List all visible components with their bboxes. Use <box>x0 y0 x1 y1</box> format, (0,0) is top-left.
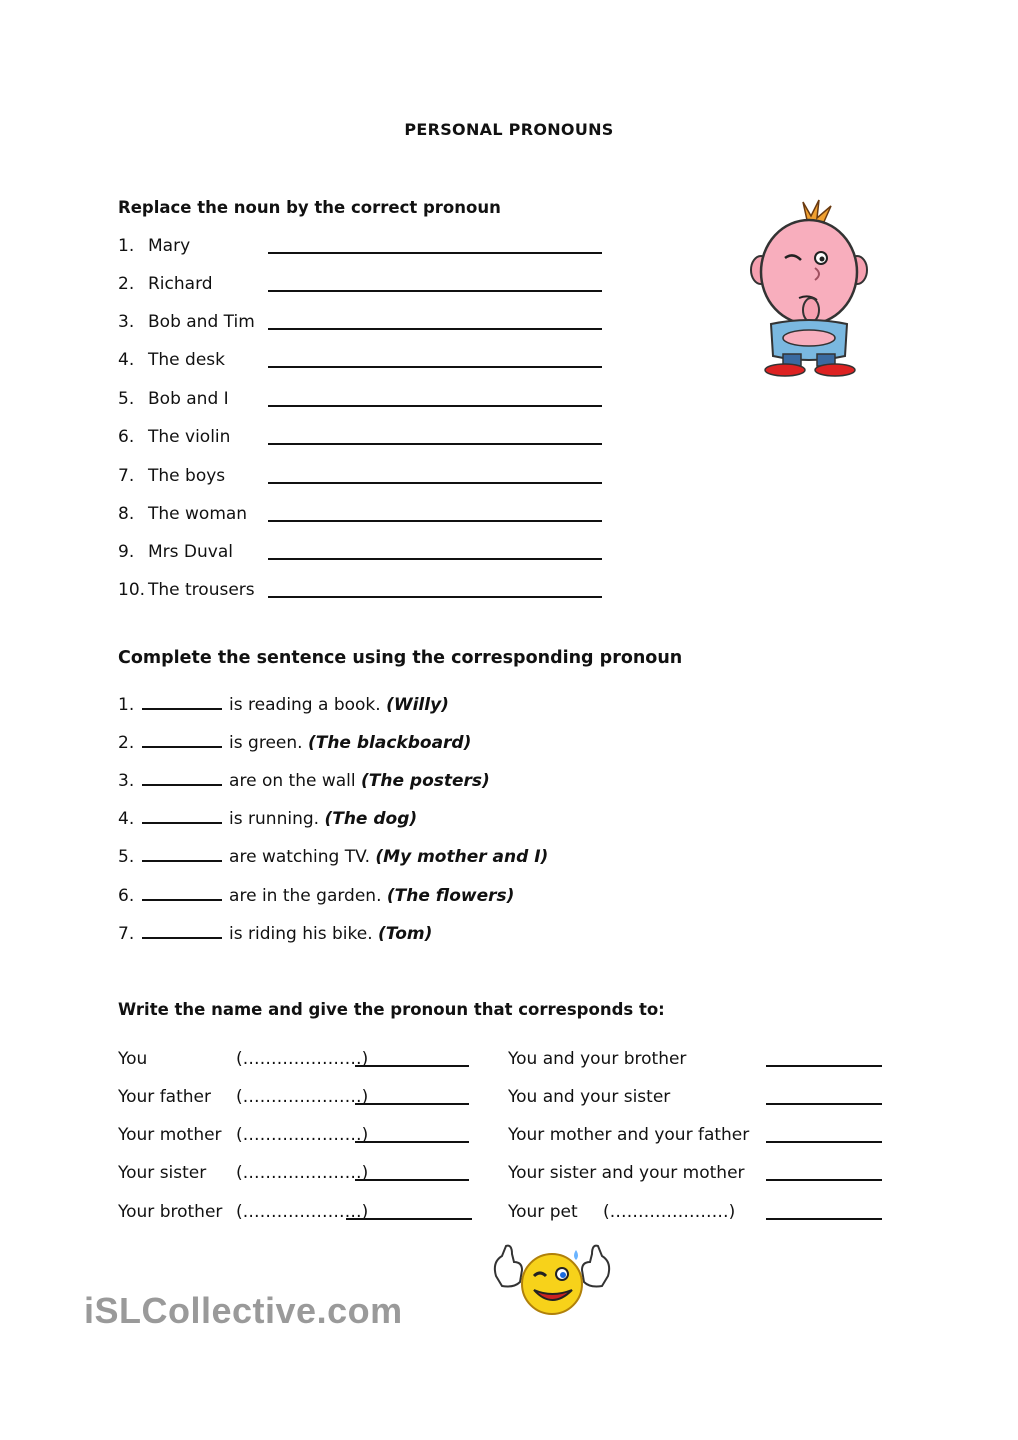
answer-line[interactable] <box>355 1103 469 1105</box>
list-item <box>118 387 618 411</box>
list-item <box>118 540 618 564</box>
answer-line[interactable] <box>355 1065 469 1067</box>
sentence-item <box>118 731 718 755</box>
person-label: You and your brother <box>508 1049 687 1069</box>
answer-blank[interactable] <box>142 846 222 862</box>
item-number: 3. <box>118 771 135 791</box>
name-blank[interactable]: (…………………) <box>236 1049 369 1069</box>
sentence-text: are watching TV. <box>229 847 370 867</box>
sentence-text: is riding his bike. <box>229 924 373 944</box>
answer-blank[interactable] <box>142 885 222 901</box>
thinking-boy-illustration <box>745 198 871 378</box>
section3-heading: Write the name and give the pronoun that corresponds to: <box>118 1000 665 1019</box>
answer-line[interactable] <box>268 520 602 522</box>
sentence-item <box>118 922 718 946</box>
item-noun: Mary <box>148 236 191 256</box>
sentence-hint: (Willy) <box>386 695 449 715</box>
list-item <box>118 464 618 488</box>
sentence-text: is green. <box>229 733 303 753</box>
answer-line[interactable] <box>268 482 602 484</box>
list-item <box>508 1047 898 1071</box>
sentence-hint: (The blackboard) <box>307 733 472 753</box>
name-blank[interactable]: (…………………) <box>236 1087 369 1107</box>
answer-line[interactable] <box>766 1218 882 1220</box>
person-label: Your mother <box>118 1125 222 1145</box>
page-title: PERSONAL PRONOUNS <box>404 120 614 139</box>
item-noun: Richard <box>148 274 213 294</box>
sentence-hint: (The posters) <box>361 771 490 791</box>
answer-blank[interactable] <box>142 923 222 939</box>
item-number: 10. <box>118 580 146 600</box>
list-item <box>508 1085 898 1109</box>
list-item <box>118 1047 498 1071</box>
item-noun: The boys <box>148 466 226 486</box>
person-label: Your pet <box>508 1202 578 1222</box>
answer-line[interactable] <box>268 252 602 254</box>
answer-line[interactable] <box>268 596 602 598</box>
answer-line[interactable] <box>268 405 602 407</box>
name-blank[interactable]: (…………………) <box>236 1163 369 1183</box>
answer-line[interactable] <box>766 1179 882 1181</box>
person-label: You and your sister <box>508 1087 671 1107</box>
item-noun: The woman <box>148 504 248 524</box>
answer-line[interactable] <box>268 328 602 330</box>
name-blank[interactable]: (…………………) <box>236 1125 369 1145</box>
answer-line[interactable] <box>766 1065 882 1067</box>
sentence-item <box>118 693 718 717</box>
list-item <box>508 1161 898 1185</box>
answer-line[interactable] <box>355 1179 469 1181</box>
item-noun: The desk <box>148 350 225 370</box>
sentence-text: is running. <box>229 809 320 829</box>
answer-blank[interactable] <box>142 808 222 824</box>
item-number: 7. <box>118 924 135 944</box>
item-number: 4. <box>118 350 135 370</box>
answer-blank[interactable] <box>142 694 222 710</box>
item-number: 1. <box>118 236 135 256</box>
item-noun: The violin <box>148 427 231 447</box>
person-label: Your sister <box>118 1163 207 1183</box>
list-item <box>508 1200 898 1224</box>
item-number: 6. <box>118 886 135 906</box>
item-number: 5. <box>118 847 135 867</box>
person-label: Your father <box>118 1087 211 1107</box>
sentence-item <box>118 884 718 908</box>
list-item <box>118 1085 498 1109</box>
watermark-logo: iSLCollective.com <box>84 1290 403 1331</box>
answer-line[interactable] <box>268 366 602 368</box>
sentence-hint: (The dog) <box>324 809 418 829</box>
list-item <box>508 1123 898 1147</box>
person-label: Your brother <box>118 1202 223 1222</box>
sentence-item <box>118 769 718 793</box>
answer-line[interactable] <box>268 290 602 292</box>
person-label: You <box>118 1049 148 1069</box>
list-item <box>118 578 618 602</box>
sentence-hint: (My mother and I) <box>375 847 549 867</box>
winking-smiley-illustration <box>488 1240 616 1318</box>
item-number: 2. <box>118 274 135 294</box>
sentence-hint: (The flowers) <box>386 886 515 906</box>
answer-blank[interactable] <box>142 770 222 786</box>
sentence-item <box>118 807 718 831</box>
sentence-text: are in the garden. <box>229 886 382 906</box>
item-number: 6. <box>118 427 135 447</box>
person-label: Your sister and your mother <box>508 1163 745 1183</box>
answer-line[interactable] <box>766 1141 882 1143</box>
item-number: 7. <box>118 466 135 486</box>
item-number: 8. <box>118 504 135 524</box>
answer-line[interactable] <box>268 558 602 560</box>
list-item <box>118 502 618 526</box>
list-item <box>118 1200 498 1224</box>
list-item <box>118 348 618 372</box>
item-number: 9. <box>118 542 135 562</box>
name-blank[interactable]: (…………………) <box>603 1202 736 1222</box>
list-item <box>118 234 618 258</box>
answer-line[interactable] <box>346 1218 472 1220</box>
item-noun: Bob and Tim <box>148 312 255 332</box>
answer-line[interactable] <box>766 1103 882 1105</box>
item-noun: The trousers <box>148 580 255 600</box>
list-item <box>118 310 618 334</box>
answer-line[interactable] <box>268 443 602 445</box>
item-number: 3. <box>118 312 135 332</box>
item-number: 5. <box>118 389 135 409</box>
list-item <box>118 272 618 296</box>
item-number: 1. <box>118 695 135 715</box>
section2-heading: Complete the sentence using the corresponding pronoun <box>118 648 683 668</box>
sentence-item <box>118 845 718 869</box>
sentence-text: is reading a book. <box>229 695 381 715</box>
sentence-text: are on the wall <box>229 771 356 791</box>
item-noun: Mrs Duval <box>148 542 233 562</box>
name-blank[interactable]: (…………………) <box>236 1202 369 1222</box>
answer-blank[interactable] <box>142 732 222 748</box>
answer-line[interactable] <box>355 1141 469 1143</box>
item-number: 4. <box>118 809 135 829</box>
person-label: Your mother and your father <box>508 1125 750 1145</box>
list-item <box>118 425 618 449</box>
item-noun: Bob and I <box>148 389 229 409</box>
sentence-hint: (Tom) <box>378 924 433 944</box>
list-item <box>118 1123 498 1147</box>
item-number: 2. <box>118 733 135 753</box>
list-item <box>118 1161 498 1185</box>
section1-heading: Replace the noun by the correct pronoun <box>118 198 501 217</box>
